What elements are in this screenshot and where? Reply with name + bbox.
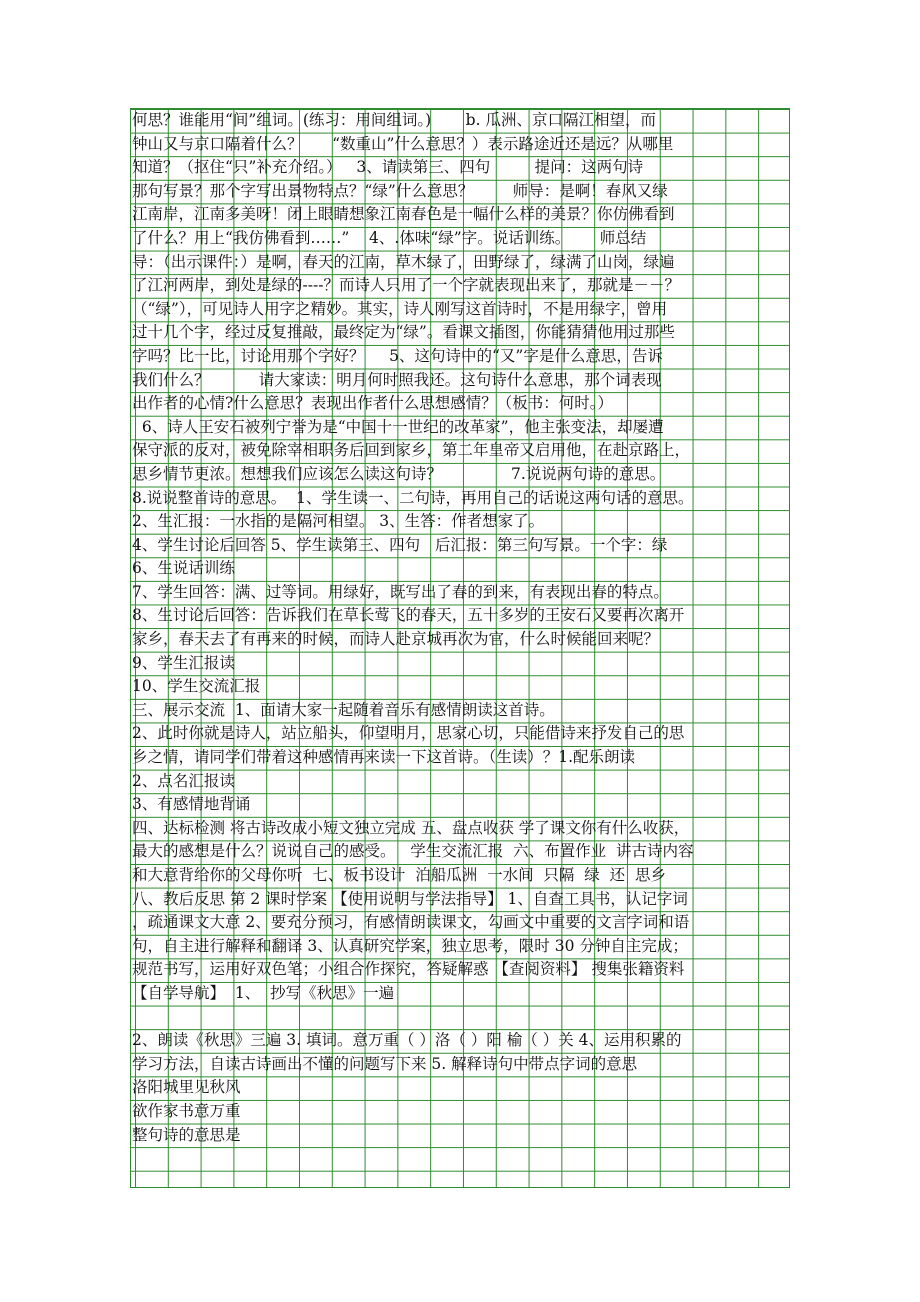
document-text (132, 109, 789, 1147)
grid-paper-page (130, 108, 790, 1188)
text-line: 我们什么？ 请大家读：明月何时照我还。这句诗什么意思，那个词表现 (132, 370, 662, 389)
text-line: 和大意背给你的父母你听 七、板书设计 泊船瓜洲 一水间 只隔 绿 还 思乡 (132, 866, 666, 884)
text-line: 何思？谁能用“间”组词。(练习：用间组词。) b. 瓜洲、京口隔江相望，而 (132, 111, 656, 129)
text-line (132, 1006, 789, 1030)
text-line: 4、学生讨论后回答 5、学生读第三、四句 后汇报：第三句写景。一个字：绿 (132, 535, 668, 554)
text-line: 钟山又与京口隔着什么？ “数重山”什么意思？）表示路途近还是远？从哪里 (132, 134, 674, 153)
text-line: 8.说说整首诗的意思。 1、学生读一、二句诗，再用自己的话说这两句话的意思。 (132, 488, 694, 507)
text-line: 字吗？比一比，讨论用那个字好？ 5、这句诗中的“又”字是什么意思，告诉 (132, 346, 663, 365)
text-line: 6、生说话训练 (132, 559, 235, 578)
text-line: 学习方法，自读古诗画出不懂的问题写下来 5. 解释诗句中带点字词的意思 (132, 1054, 638, 1073)
text-line: 7、学生回答：满、过等词。用绿好，既写出了春的到来，有表现出春的特点。 (132, 582, 669, 601)
text-line: 【自学导航】 1、 抄写《秋思》一遍 (132, 983, 395, 1002)
text-line: 出作者的心情?什么意思？表现出作者什么思想感情？（板书：何时。） (132, 394, 614, 413)
text-line: 整句诗的意思是 (132, 1125, 241, 1144)
text-line: 2、点名汇报读 (132, 771, 235, 790)
text-line: （“绿”），可见诗人用字之精妙。其实，诗人刚写这首诗时，不是用绿字，曾用 (132, 299, 668, 318)
text-line: 2、生汇报：一水指的是隔河相望。 3、生答：作者想家了。 (132, 512, 545, 531)
text-line: 欲作家书意万重 (132, 1101, 241, 1120)
text-line: 那句写景？那个字写出景物特点？“绿”什么意思？ 师导：是啊！春风又绿 (132, 181, 668, 200)
text-line: 3、有感情地背诵 (132, 795, 251, 814)
text-line: 2、朗读《秋思》三遍 3. 填词。意万重（ ）洛（ ）阳 榆（ ）关 4、运用积累的 (132, 1031, 682, 1050)
text-line: 10、学生交流汇报 (132, 677, 261, 696)
text-line: 导：（出示课件：）是啊，春天的江南，草木绿了，田野绿了，绿满了山岗，绿遍 (132, 252, 675, 271)
text-line: 洛阳城里见秋风 (132, 1078, 241, 1097)
text-line: 思乡情节更浓。想想我们应该怎么读这句诗？ 7.说说两句诗的意思。 (132, 464, 666, 483)
text-line: 过十几个字，经过反复推敲，最终定为“绿”。看课文插图，你能猜猜他用过那些 (132, 323, 675, 342)
text-line: 9、学生汇报读 (132, 653, 235, 672)
text-line: 8、生讨论后回答：告诉我们在草长莺飞的春天，五十多岁的王安石又要再次离开 (132, 606, 685, 625)
text-line: 三、展示交流 1、面请大家一起随着音乐有感情朗读这首诗。 (132, 700, 555, 719)
text-line: 最大的感想是什么？说说自己的感受。 学生交流汇报 六、布置作业 讲古诗内容 (132, 842, 694, 861)
text-line: 句，自主进行解释和翻译 3、认真研究学案，独立思考，限时 30 分钟自主完成； (132, 936, 688, 955)
text-line: 规范书写，运用好双色笔；小组合作探究，答疑解惑 【查阅资料】 搜集张籍资料 (132, 960, 685, 979)
text-line: 四、达标检测 将古诗改成小短文独立完成 五、盘点收获 学了课文你有什么收获， (132, 818, 690, 837)
text-line: ，疏通课文大意 2、要充分预习，有感情朗读课文，勾画文中重要的文言字词和语 (132, 913, 690, 932)
text-line: 家乡，春天去了有再来的时候，而诗人赴京城再次为官，什么时候能回来呢？ (132, 630, 660, 649)
text-line: 2、此时你就是诗人，站立船头，仰望明月，思家心切，只能借诗来抒发自己的思 (132, 724, 685, 743)
text-line: 保守派的反对，被免除宰相职务后回到家乡，第二年皇帝又启用他，在赴京路上， (132, 441, 691, 460)
text-line: 了什么？用上“我仿佛看到……” 4、.体味“绿”字。说话训练。 师总结 (132, 228, 647, 247)
text-line: 知道？（抠住“只”补充介绍。） 3、请读第三、四句 提问：这两句诗 (132, 158, 644, 177)
text-line: 了江河两岸，到处是绿的----？而诗人只用了一个字就表现出来了，那就是－－？ (132, 276, 680, 295)
text-line: 八、教后反思 第 2 课时学案 【使用说明与学法指导】 1、自查工具书，认记字词 (132, 889, 688, 908)
text-line: 6、诗人王安石被列宁誉为是“中国十一世纪的改革家”，他主张变法，却屡遭 (132, 417, 664, 436)
text-line: 江南岸，江南多美呀！闭上眼睛想象江南春色是一幅什么样的美景？你仿佛看到 (132, 205, 675, 224)
text-line: 乡之情，请同学们带着这种感情再来读一下这首诗。（生读）？1.配乐朗读 (132, 748, 636, 767)
